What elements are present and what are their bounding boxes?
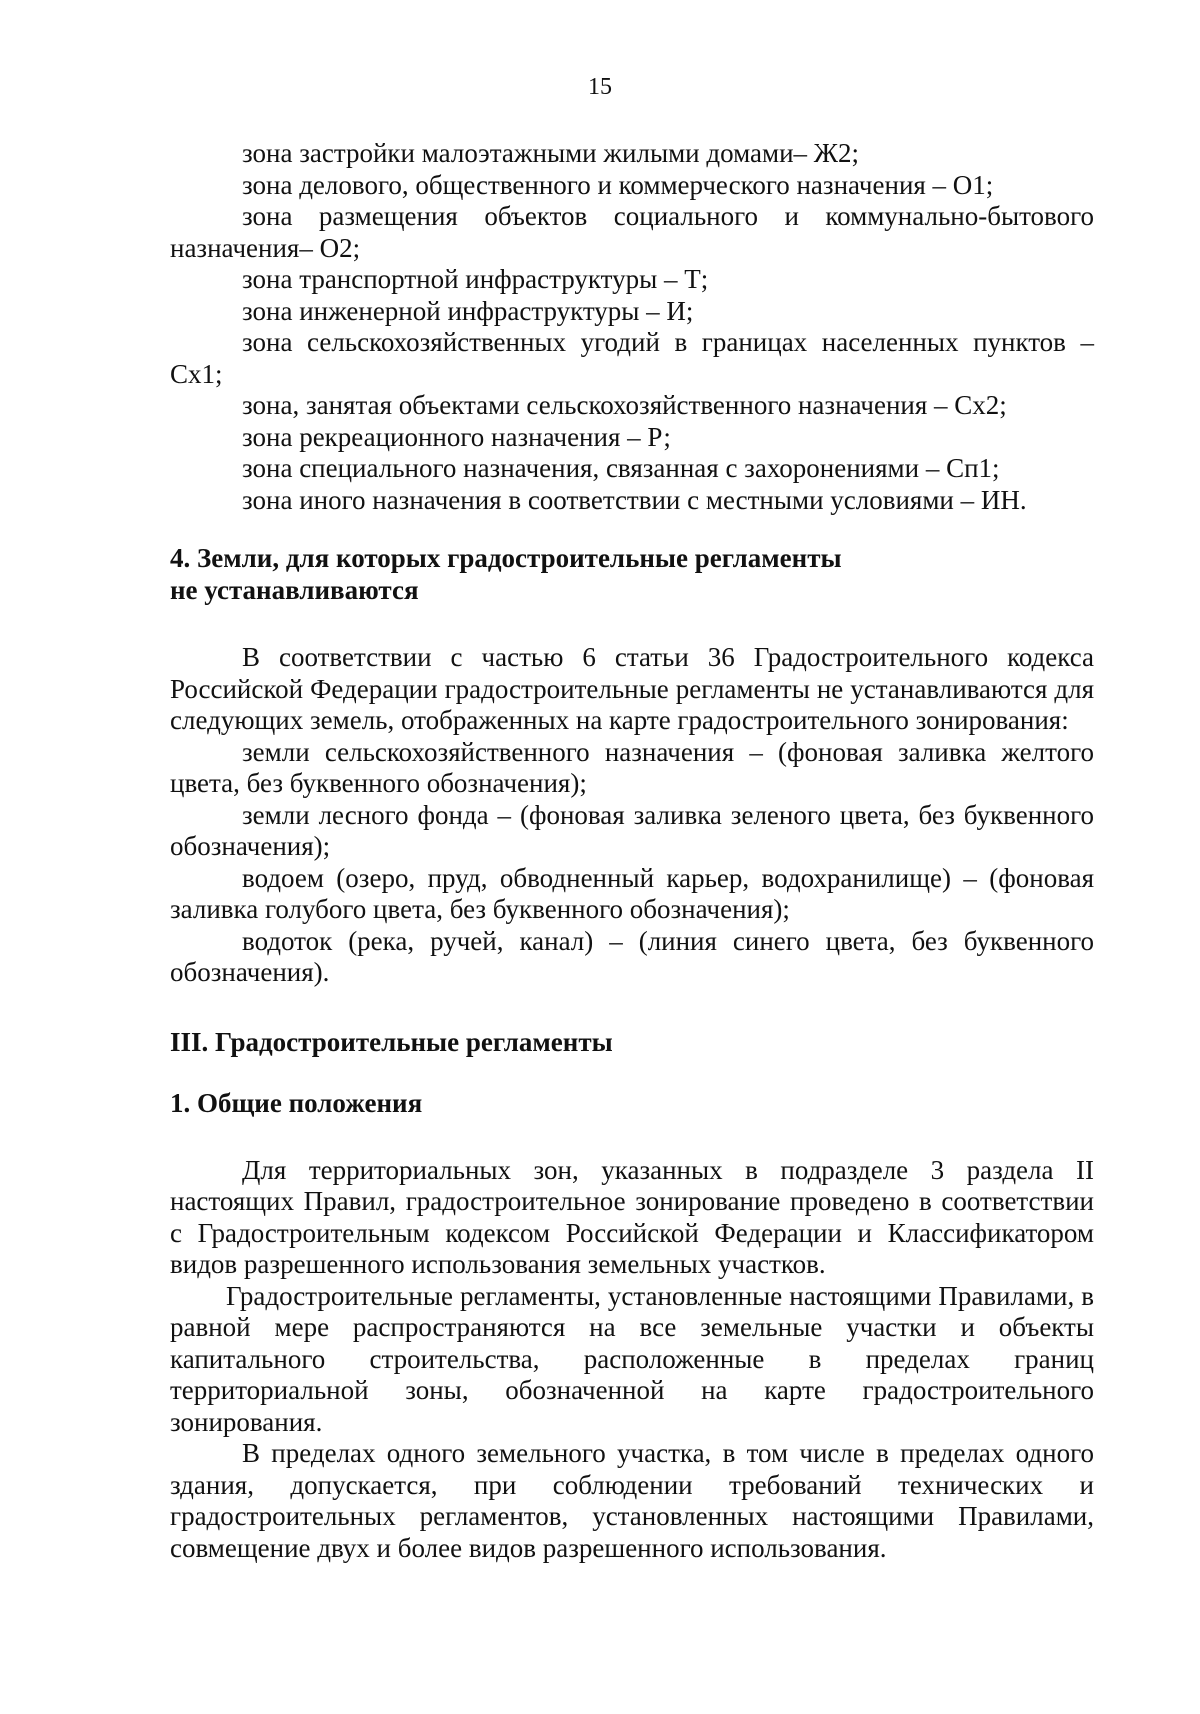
zone-item: зона инженерной инфраструктуры – И; [242,295,694,326]
body-paragraph: Градостроительные регламенты, установленные настоящими Правилами, в равной мере распространяются на все земельные участки и объекты капитального строительства, расположенные в пределах границ территориальной зоны, обозначенной на карте градостроительного зонирования. [170,1280,1094,1437]
page-number: 15 [588,74,612,100]
land-item: земли лесного фонда – (фоновая заливка зеленого цвета, без буквенного обозначения); [170,799,1094,861]
section-4-heading-line-1: 4. Земли, для которых градостроительные регламенты [170,543,842,573]
body-paragraph: Для территориальных зон, указанных в подразделе 3 раздела II настоящих Правил, градостроительное зонирование проведено в соответствии с Градостроительным кодексом Российской Федерации и Классификатором видов разрешенного использования земельных участков. [170,1154,1094,1279]
zone-item: зона сельскохозяйственных угодий в границах населенных пунктов – Сх1; [170,327,1094,389]
zone-item: зона делового, общественного и коммерческого назначения – О1; [242,169,994,200]
zone-list [170,138,1094,516]
subsection-1-heading: 1. Общие положения [170,1088,423,1118]
zone-item: зона застройки малоэтажными жилыми домами– Ж2; [242,138,859,168]
section-4-heading [170,543,1094,606]
zone-item: зона специального назначения, связанная с захоронениями – Сп1; [242,453,1000,483]
land-item: водоем (озеро, пруд, обводненный карьер, водохранилище) – (фоновая заливка голубого цвета, без буквенного обозначения); [170,862,1094,924]
document-body [170,138,1094,1564]
section-4-intro: В соответствии с частью 6 статьи 36 Градостроительного кодекса Российской Федерации градостроительные регламенты не устанавливаются для следующих земель, отображенных на карте градостроительного зонирования: [170,642,1094,735]
zone-item: зона иного назначения в соответствии с местными условиями – ИН. [242,484,1027,515]
land-item: водоток (река, ручей, канал) – (линия синего цвета, без буквенного обозначения). [170,925,1094,987]
zone-item: зона рекреационного назначения – Р; [242,421,671,452]
zone-item: зона транспортной инфраструктуры – Т; [242,264,709,294]
land-item: земли сельскохозяйственного назначения – (фоновая заливка желтого цвета, без буквенного обозначения); [170,736,1094,798]
zone-item: зона, занятая объектами сельскохозяйственного назначения – Сх2; [242,390,1007,420]
section-3-heading: III. Градостроительные регламенты [170,1026,613,1057]
zone-item: зона размещения объектов социального и коммунально-бытового назначения– О2; [170,201,1094,263]
body-paragraph: В пределах одного земельного участка, в том числе в пределах одного здания, допускается, при соблюдении требований технических и градостроительных регламентов, установленных настоящими Правилами, совмещение двух и более видов разрешенного использования. [170,1438,1094,1563]
section-4-heading-line-2: не устанавливаются [170,574,419,605]
